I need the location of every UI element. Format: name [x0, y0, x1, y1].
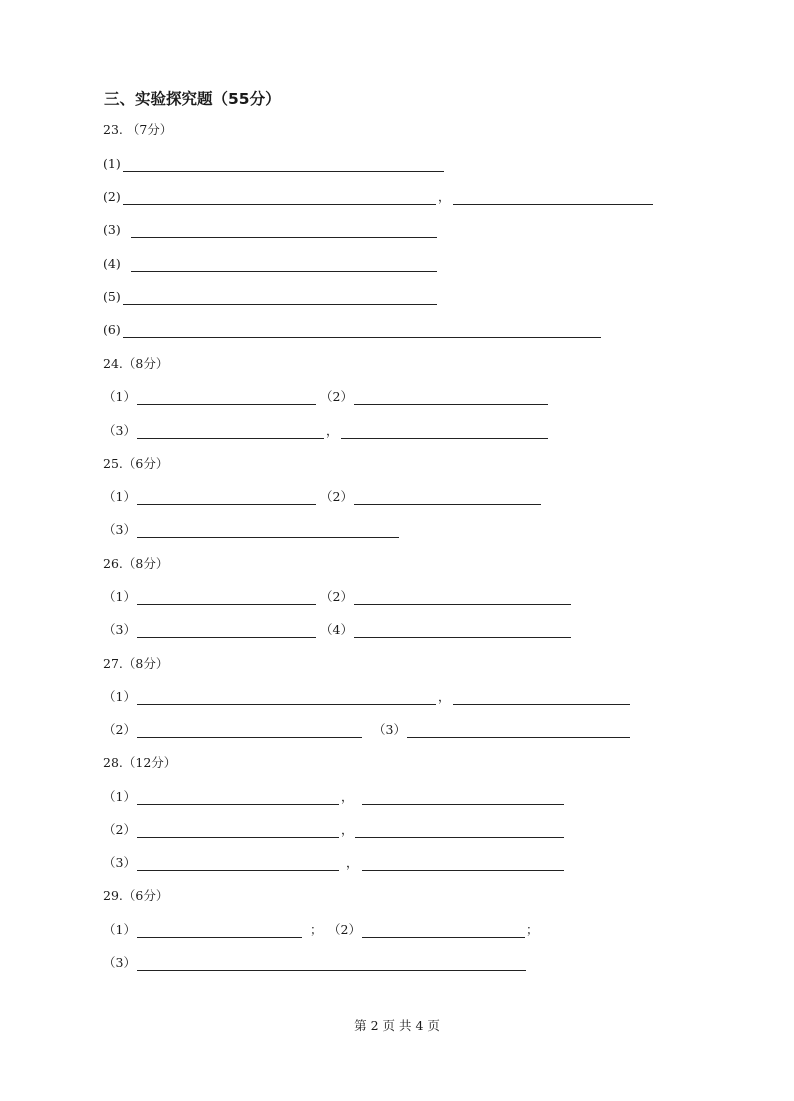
- q26-answer-line-3[interactable]: [137, 637, 316, 638]
- q24-separator-3: ，: [326, 423, 339, 438]
- question-25-header: 25.（6分）: [103, 456, 169, 471]
- q23-answer-line-6[interactable]: [123, 337, 601, 338]
- q23-label-2: (2): [103, 189, 121, 204]
- q27-answer-line-3[interactable]: [407, 737, 630, 738]
- q29-separator-1: ；: [310, 922, 323, 937]
- q23-answer-line-4[interactable]: [131, 271, 437, 272]
- q29-answer-line-1[interactable]: [137, 937, 302, 938]
- q23-separator-2: ，: [438, 189, 451, 204]
- question-28-header: 28.（12分）: [103, 755, 177, 770]
- q29-separator-2: ；: [526, 922, 539, 937]
- q28-answer-line-3a[interactable]: [137, 870, 339, 871]
- q27-label-2: （2）: [103, 722, 136, 737]
- q29-answer-line-2[interactable]: [362, 937, 525, 938]
- q23-label-4: (4): [103, 256, 121, 271]
- q23-label-1: (1): [103, 156, 121, 171]
- q26-answer-line-1[interactable]: [137, 604, 316, 605]
- q28-separator-1: ，: [341, 789, 354, 804]
- q25-label-2: （2）: [320, 489, 353, 504]
- q26-answer-line-4[interactable]: [354, 637, 571, 638]
- q26-label-4: （4）: [320, 622, 353, 637]
- question-23-header: 23. （7分）: [103, 122, 173, 137]
- q28-answer-line-2a[interactable]: [137, 837, 339, 838]
- q29-label-3: （3）: [103, 955, 136, 970]
- question-27-header: 27.（8分）: [103, 656, 169, 671]
- q29-answer-line-3[interactable]: [137, 970, 526, 971]
- q27-answer-line-1b[interactable]: [453, 704, 630, 705]
- q28-answer-line-1a[interactable]: [137, 804, 339, 805]
- q24-answer-line-3b[interactable]: [341, 438, 548, 439]
- q23-label-6: (6): [103, 322, 121, 337]
- q25-label-3: （3）: [103, 522, 136, 537]
- q25-answer-line-2[interactable]: [354, 504, 541, 505]
- q29-label-1: （1）: [103, 922, 136, 937]
- question-26-header: 26.（8分）: [103, 556, 169, 571]
- q23-answer-line-1[interactable]: [123, 171, 444, 172]
- q26-label-1: （1）: [103, 589, 136, 604]
- q23-answer-line-2a[interactable]: [123, 204, 436, 205]
- page-footer: 第 2 页 共 4 页: [354, 1018, 440, 1033]
- q27-answer-line-2[interactable]: [137, 737, 362, 738]
- q28-label-1: （1）: [103, 789, 136, 804]
- q29-label-2: （2）: [328, 922, 361, 937]
- q28-label-3: （3）: [103, 855, 136, 870]
- q27-answer-line-1a[interactable]: [137, 704, 436, 705]
- q28-answer-line-1b[interactable]: [362, 804, 564, 805]
- q23-label-5: (5): [103, 289, 121, 304]
- q28-answer-line-3b[interactable]: [362, 870, 564, 871]
- q25-answer-line-1[interactable]: [137, 504, 316, 505]
- q26-label-2: （2）: [320, 589, 353, 604]
- q28-answer-line-2b[interactable]: [355, 837, 564, 838]
- q26-answer-line-2[interactable]: [354, 604, 571, 605]
- q24-answer-line-1[interactable]: [137, 404, 316, 405]
- q27-label-3: （3）: [373, 722, 406, 737]
- q24-label-3: （3）: [103, 423, 136, 438]
- question-29-header: 29.（6分）: [103, 888, 169, 903]
- q24-label-1: （1）: [103, 389, 136, 404]
- q25-label-1: （1）: [103, 489, 136, 504]
- q28-separator-2: ，: [341, 822, 354, 837]
- q27-label-1: （1）: [103, 689, 136, 704]
- q24-label-2: （2）: [320, 389, 353, 404]
- q23-answer-line-3[interactable]: [131, 237, 437, 238]
- q24-answer-line-2[interactable]: [354, 404, 548, 405]
- q27-separator-1: ，: [438, 689, 451, 704]
- q23-answer-line-5[interactable]: [123, 304, 437, 305]
- q28-label-2: （2）: [103, 822, 136, 837]
- q23-label-3: (3): [103, 222, 121, 237]
- question-24-header: 24.（8分）: [103, 356, 169, 371]
- q28-separator-3: ，: [346, 855, 359, 870]
- q26-label-3: （3）: [103, 622, 136, 637]
- section-title: 三、实验探究题（55分）: [104, 90, 281, 108]
- q23-answer-line-2b[interactable]: [453, 204, 653, 205]
- q24-answer-line-3a[interactable]: [137, 438, 324, 439]
- q25-answer-line-3[interactable]: [137, 537, 399, 538]
